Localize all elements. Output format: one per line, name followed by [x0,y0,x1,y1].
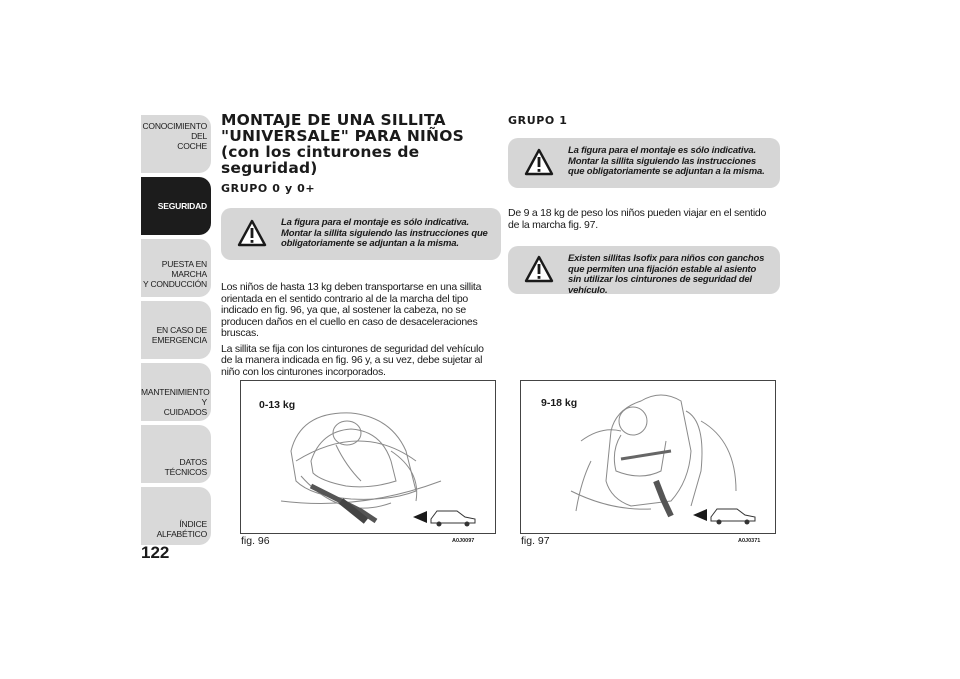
paragraph: Los niños de hasta 13 kg deben transportarse en una sillita orientada en el sentido contrario al de la marcha del tipo indicado en fig. 96, ya que, al sostener la cabeza, no se producen daños en el cuello en caso de desaceleraciones bruscas. [221,281,482,339]
warning-box [508,138,780,188]
tab-seguridad[interactable] [141,177,211,235]
tab-label-line1: PUESTA EN MARCHA [161,259,207,279]
title-line: "UNIVERSALE" PARA NIÑOS [221,127,464,145]
section-title [221,112,501,176]
group-1-heading: GRUPO 1 [508,114,568,127]
tab-label-line1: EN CASO DE [156,325,207,335]
warning-text: La figura para el montaje es sólo indicativa. Montar la sillita siguiendo las instrucciones que obligatoriamente se adjuntan a la misma. [281,217,488,249]
body-text-left [221,282,497,382]
tab-label-line1: DATOS TÉCNICOS [164,457,207,477]
warning-box [508,246,780,294]
tab-datos-tecnicos[interactable] [141,425,211,483]
warning-icon [524,255,554,283]
title-line: MONTAJE DE UNA SILLITA [221,111,446,129]
paragraph: La sillita se fija con los cinturones de seguridad del vehículo de la manera indicada en fig. 96 y, a su vez, debe sujetar al niño con los cinturones incorporados. [221,342,484,378]
car-direction-icon [693,509,755,525]
warning-text: Existen sillitas Isofix para niños con ganchos que permiten una fijación estable al asiento sin utilizar los cinturones de seguridad del vehículo. [568,253,765,296]
figure-caption: fig. 97 [521,535,550,547]
figure-code: A0J0097 [452,538,475,544]
figure-97 [520,380,776,534]
tab-label-line2: Y CONDUCCIÓN [142,279,207,289]
warning-icon [524,148,554,176]
tab-label-line1: CONOCIMIENTO DEL [142,121,207,141]
tab-en-caso-de-emergencia[interactable] [141,301,211,359]
figure-weight-label: 0-13 kg [259,399,296,411]
warning-icon [237,219,267,247]
figure-96 [240,380,496,534]
infant-seat-illustration [241,381,495,533]
page-number: 122 [141,543,170,562]
child-seat-illustration [521,381,775,533]
figure-weight-label: 9-18 kg [541,397,578,409]
warning-text: La figura para el montaje es sólo indicativa. Montar la sillita siguiendo las instrucciones que obligatoriamente se adjuntan a la misma. [568,145,765,177]
body-text-right [508,208,776,235]
tab-label-line2: EMERGENCIA [151,335,207,345]
title-line: seguridad) [221,159,318,177]
tab-mantenimiento[interactable] [141,363,211,421]
group-0-heading: GRUPO 0 y 0+ [221,182,316,195]
title-line: (con los cinturones de [221,143,420,161]
car-direction-icon [413,511,475,527]
tab-puesta-en-marcha[interactable] [141,239,211,297]
paragraph: De 9 a 18 kg de peso los niños pueden viajar en el sentido de la marcha fig. 97. [508,207,767,231]
tab-label-line2: COCHE [177,141,207,151]
tab-label-line1: MANTENIMIENTO Y [141,387,210,407]
tab-label-line1: SEGURIDAD [157,201,207,211]
tab-indice-alfabetico[interactable] [141,487,211,545]
figure-code: A0J0371 [738,538,761,544]
figure-caption: fig. 96 [241,535,270,547]
tab-conocimiento-del-coche[interactable] [141,115,211,173]
tab-label-line1: ÍNDICE ALFABÉTICO [156,519,207,539]
tab-label-line2: CUIDADOS [163,407,207,417]
warning-box [221,208,501,260]
